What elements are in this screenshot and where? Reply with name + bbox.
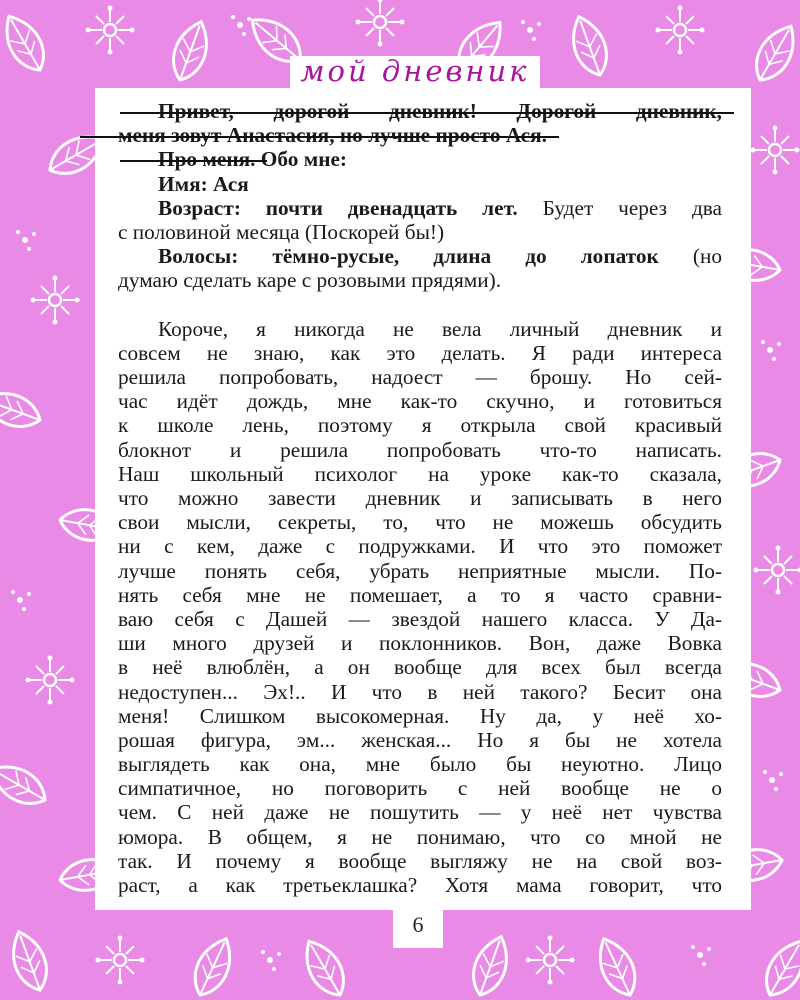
body-line: ваю себя с Дашей — звездой нашего класса. У Да-: [118, 606, 722, 631]
crossed-out-greeting: Привет, дорогой дневник! Дорогой дневник,: [158, 99, 722, 123]
age-line-continued: с половиной месяца (Поскорей бы!): [118, 219, 445, 244]
body-line: блокнот и решила попробовать что-то написать.: [118, 437, 722, 462]
body-line: ши много друзей и поклонников. Вон, даже Вовка: [118, 631, 722, 656]
hair-line-continued: думаю сделать каре с розовыми прядями).: [118, 268, 502, 293]
strikethrough-line: [118, 123, 722, 147]
diary-title: мой дневник: [300, 54, 530, 88]
crossed-out-name: меня зовут Анастасия, но лучше просто Ася.: [118, 123, 547, 148]
paragraph-gap: [118, 293, 722, 317]
body-line: выглядеть как она, мне было бы неуютно. Лицо: [118, 752, 722, 777]
body-line: лучше понять себя, убрать неприятные мысли. По-: [118, 558, 722, 583]
body-line: Короче, я никогда не вела личный дневник и: [158, 316, 722, 341]
hair-text: (но: [658, 244, 722, 269]
about-heading: [118, 147, 722, 171]
body-line: недоступен... Эх!.. И что в ней такого? Бесит она: [118, 679, 722, 704]
hair-label: Волосы: тёмно-русые, длина до лопаток: [158, 244, 659, 269]
body-line: в неё влюблён, а он вообще для всех был всегда: [118, 655, 722, 680]
body-line: свои мысли, секреты, то, что не можешь обсудить: [118, 510, 722, 535]
diary-entry: [118, 99, 722, 897]
age-label: Возраст: почти двенадцать лет.: [158, 195, 518, 220]
body-paragraph: [118, 317, 722, 898]
body-line: ни с кем, даже с подружками. И что это поможет: [118, 534, 722, 559]
name-label: Имя: Ася: [158, 171, 249, 196]
age-line: [118, 196, 722, 220]
about-label: Обо мне:: [255, 147, 348, 172]
body-line: нять себя мне не помешает, а то я часто сравни-: [118, 582, 722, 607]
body-line: Наш школьный психолог на уроке как-то сказала,: [118, 461, 722, 486]
body-line: симпатичное, но поговорить с ней вообще не о: [118, 776, 722, 801]
crossed-out-about: Про меня.: [158, 147, 256, 172]
body-line: раст, а как третьеклашка? Хотя мама говорит, что: [118, 873, 722, 897]
body-line: к школе лень, поэтому я открыла свой красивый: [118, 413, 722, 438]
body-line: так. И почему я вообще выгляжу не на свой воз-: [118, 848, 722, 873]
age-text: Будет через два: [517, 195, 723, 220]
body-line: юмора. В общем, я не понимаю, что со мной не: [118, 824, 722, 849]
hair-line: [118, 244, 722, 268]
body-line: час идёт дождь, мне как-то скучно, и готовиться: [118, 389, 722, 414]
page-number: 6: [412, 912, 424, 937]
body-line: что можно завести дневник и записывать в него: [118, 486, 722, 510]
body-line: чем. С ней даже не пошутить — у неё нет чувства: [118, 800, 722, 825]
body-line: меня! Слишком высокомерная. Ну да, у неё хо-: [118, 703, 722, 728]
body-line: совсем не знаю, как это делать. Я ради интереса: [118, 340, 722, 365]
strikethrough-line: [118, 99, 722, 123]
name-line: [118, 172, 722, 196]
body-line: рошая фигура, эм... женская... Но я бы не хотела: [118, 727, 722, 752]
body-line: решила попробовать, надоест — брошу. Но сей-: [118, 365, 722, 390]
